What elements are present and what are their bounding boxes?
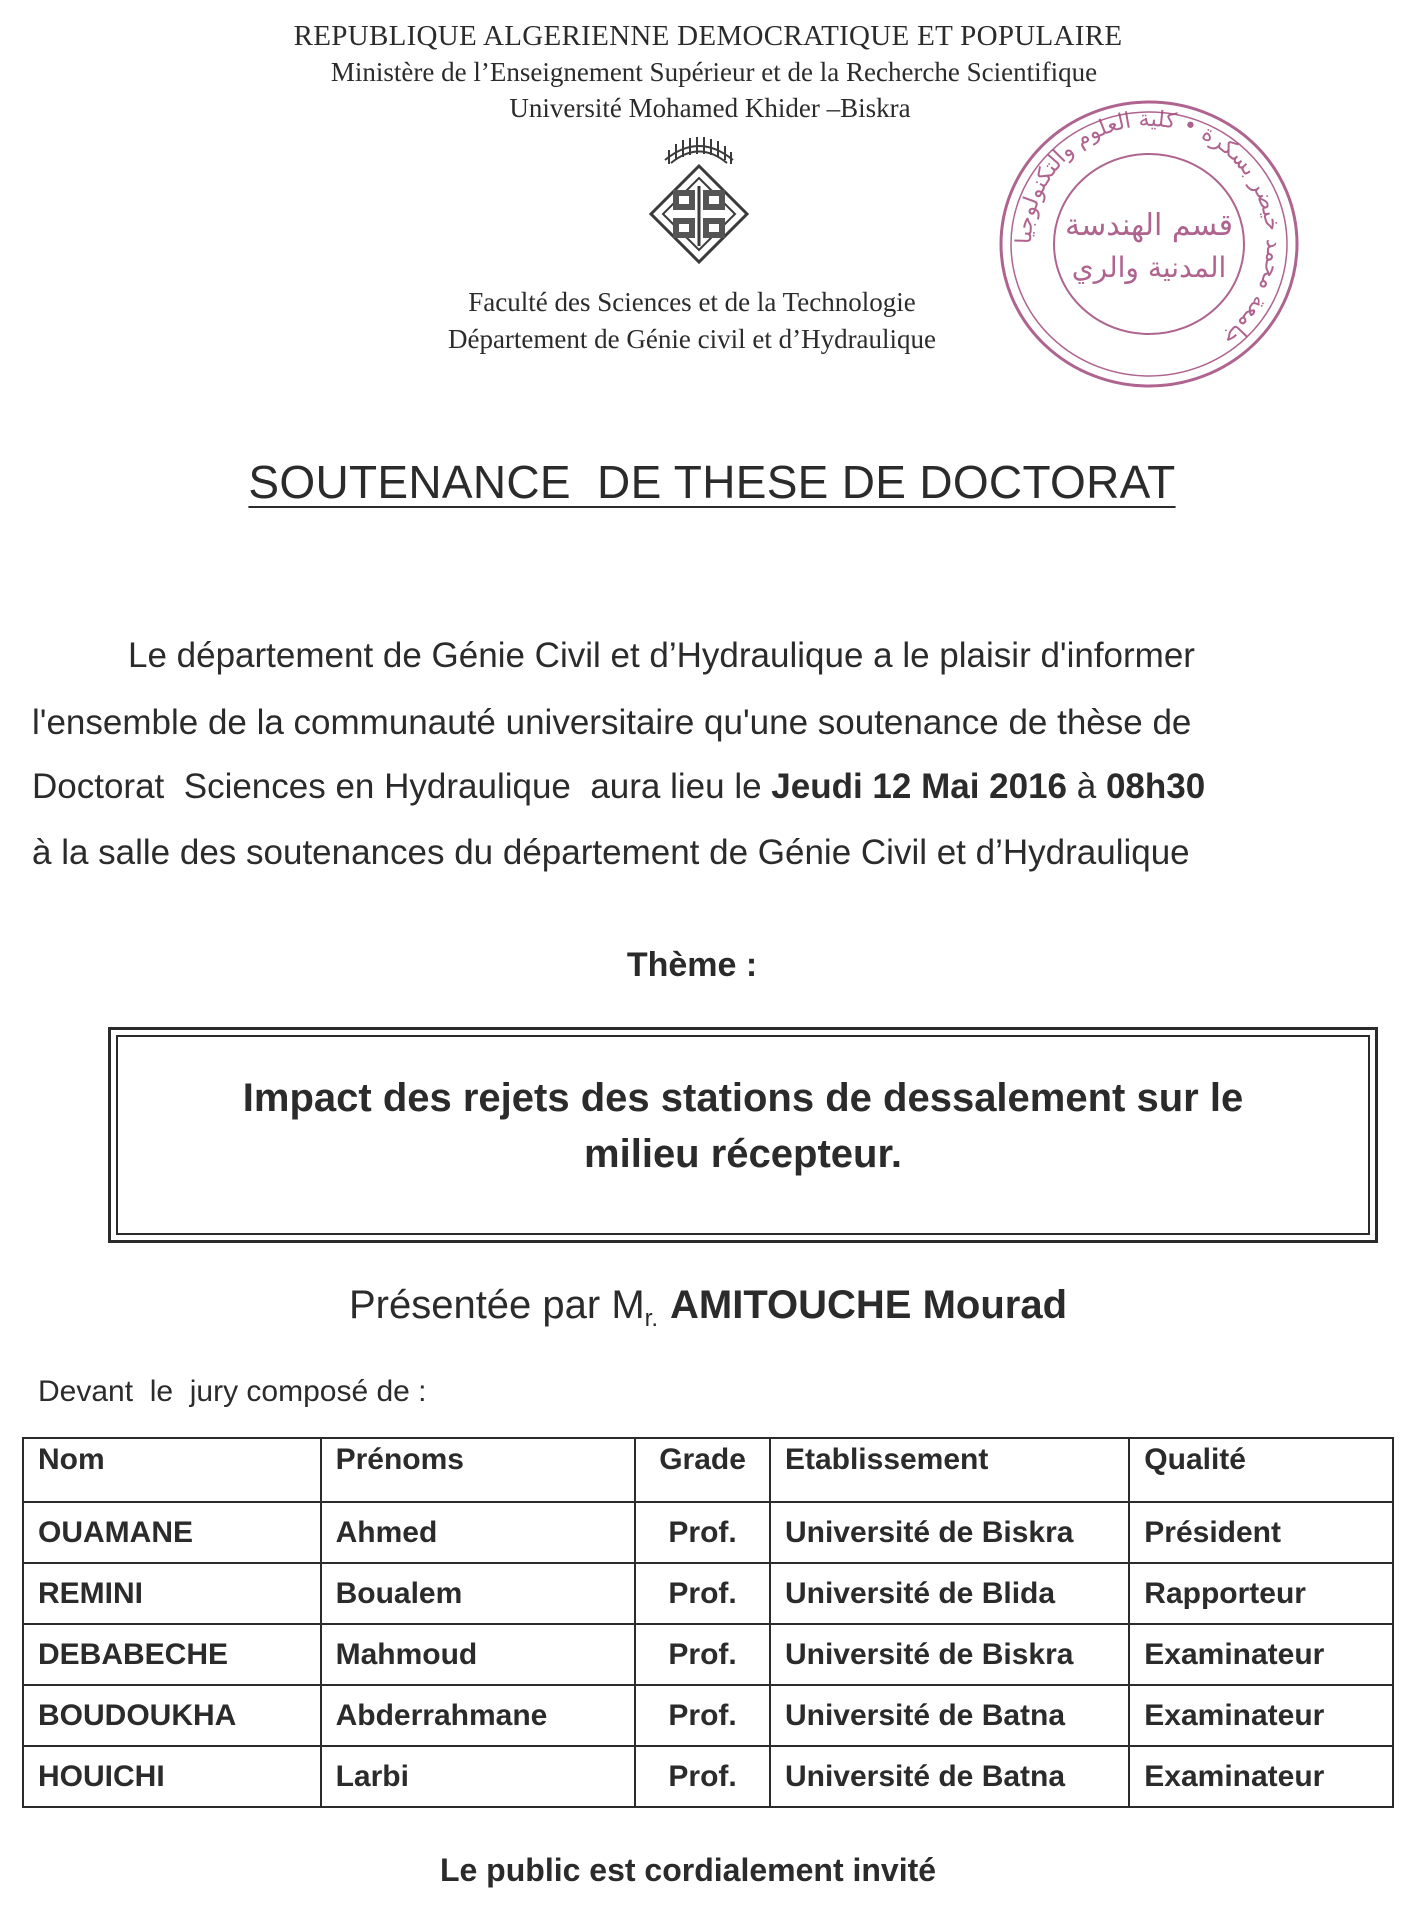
university-logo — [643, 130, 755, 272]
jury-qualite: Examinateur — [1129, 1746, 1393, 1807]
col-header-nom: Nom — [23, 1438, 321, 1502]
jury-nom: OUAMANE — [23, 1502, 321, 1563]
col-header-etablissement: Etablissement — [770, 1438, 1129, 1502]
header-republic: REPUBLIQUE ALGERIENNE DEMOCRATIQUE ET POPULAIRE — [293, 20, 1123, 52]
jury-grade: Prof. — [635, 1502, 770, 1563]
document-title — [0, 455, 1424, 509]
jury-grade: Prof. — [635, 1563, 770, 1624]
jury-nom: HOUICHI — [23, 1746, 321, 1807]
jury-prenom: Mahmoud — [321, 1624, 636, 1685]
announcement-line-3-at: à — [1067, 767, 1106, 806]
header-department: Département de Génie civil et d’Hydraulique — [447, 324, 937, 354]
jury-qualite: Président — [1129, 1502, 1393, 1563]
jury-prenom: Boualem — [321, 1563, 636, 1624]
jury-table — [22, 1437, 1394, 1808]
jury-grade: Prof. — [635, 1685, 770, 1746]
col-header-qualite: Qualité — [1129, 1438, 1393, 1502]
table-row — [23, 1746, 1393, 1807]
announcement-line-3 — [32, 767, 1205, 807]
jury-intro: Devant le jury composé de : — [38, 1375, 427, 1408]
jury-nom: REMINI — [23, 1563, 321, 1624]
jury-etablissement: Université de Biskra — [770, 1624, 1129, 1685]
table-row — [23, 1502, 1393, 1563]
table-row — [23, 1563, 1393, 1624]
presenter-title-suffix: r. — [644, 1305, 658, 1332]
jury-qualite: Examinateur — [1129, 1685, 1393, 1746]
stamp-center-line1: قسم الهندسة — [1065, 208, 1233, 243]
col-header-grade: Grade — [635, 1438, 770, 1502]
defense-time: 08h30 — [1105, 767, 1206, 806]
jury-qualite: Examinateur — [1129, 1624, 1393, 1685]
stamp-ring-text: جامعة محمد خيضر بسكرة • كلية العلوم والتكنولوجيا — [1011, 106, 1287, 352]
header-ministry: Ministère de l’Enseignement Supérieur et de la Recherche Scientifique — [330, 57, 1098, 87]
jury-prenom: Larbi — [321, 1746, 636, 1807]
document-title-text: SOUTENANCE DE THESE DE DOCTORAT — [248, 456, 1176, 508]
theme-text — [111, 1070, 1375, 1182]
theme-line-1: Impact des rejets des stations de dessalement sur le — [242, 1076, 1244, 1120]
jury-grade: Prof. — [635, 1746, 770, 1807]
theme-line-2: milieu récepteur. — [584, 1132, 902, 1176]
header-faculty: Faculté des Sciences et de la Technologie — [468, 287, 916, 317]
jury-header-row — [23, 1438, 1393, 1502]
jury-prenom: Abderrahmane — [321, 1685, 636, 1746]
theme-box — [108, 1027, 1378, 1243]
defense-date: Jeudi 12 Mai 2016 — [771, 767, 1068, 806]
stamp-center-line2: المدنية والري — [1071, 251, 1227, 284]
jury-etablissement: Université de Batna — [770, 1685, 1129, 1746]
jury-etablissement: Université de Batna — [770, 1746, 1129, 1807]
presenter-line — [0, 1283, 1420, 1333]
jury-nom: DEBABECHE — [23, 1624, 321, 1685]
presenter-name: AMITOUCHE Mourad — [670, 1283, 1068, 1327]
closing-invitation: Le public est cordialement invité — [439, 1852, 937, 1888]
announcement-line-4: à la salle des soutenances du département de Génie Civil et d’Hydraulique — [32, 833, 1190, 872]
table-row — [23, 1624, 1393, 1685]
theme-label: Thème : — [626, 946, 758, 984]
jury-nom: BOUDOUKHA — [23, 1685, 321, 1746]
jury-etablissement: Université de Blida — [770, 1563, 1129, 1624]
col-header-prenoms: Prénoms — [321, 1438, 636, 1502]
presenter-prefix: Présentée par M — [348, 1283, 645, 1327]
header-university: Université Mohamed Khider –Biskra — [509, 93, 911, 123]
jury-etablissement: Université de Biskra — [770, 1502, 1129, 1563]
announcement-line-2: l'ensemble de la communauté universitaire qu'une soutenance de thèse de — [32, 703, 1192, 742]
table-row — [23, 1685, 1393, 1746]
announcement-line-3-text: Doctorat Sciences en Hydraulique aura lieu le — [32, 767, 772, 806]
jury-qualite: Rapporteur — [1129, 1563, 1393, 1624]
jury-prenom: Ahmed — [321, 1502, 636, 1563]
jury-grade: Prof. — [635, 1624, 770, 1685]
announcement-line-1: Le département de Génie Civil et d’Hydraulique a le plaisir d'informer — [128, 636, 1195, 675]
